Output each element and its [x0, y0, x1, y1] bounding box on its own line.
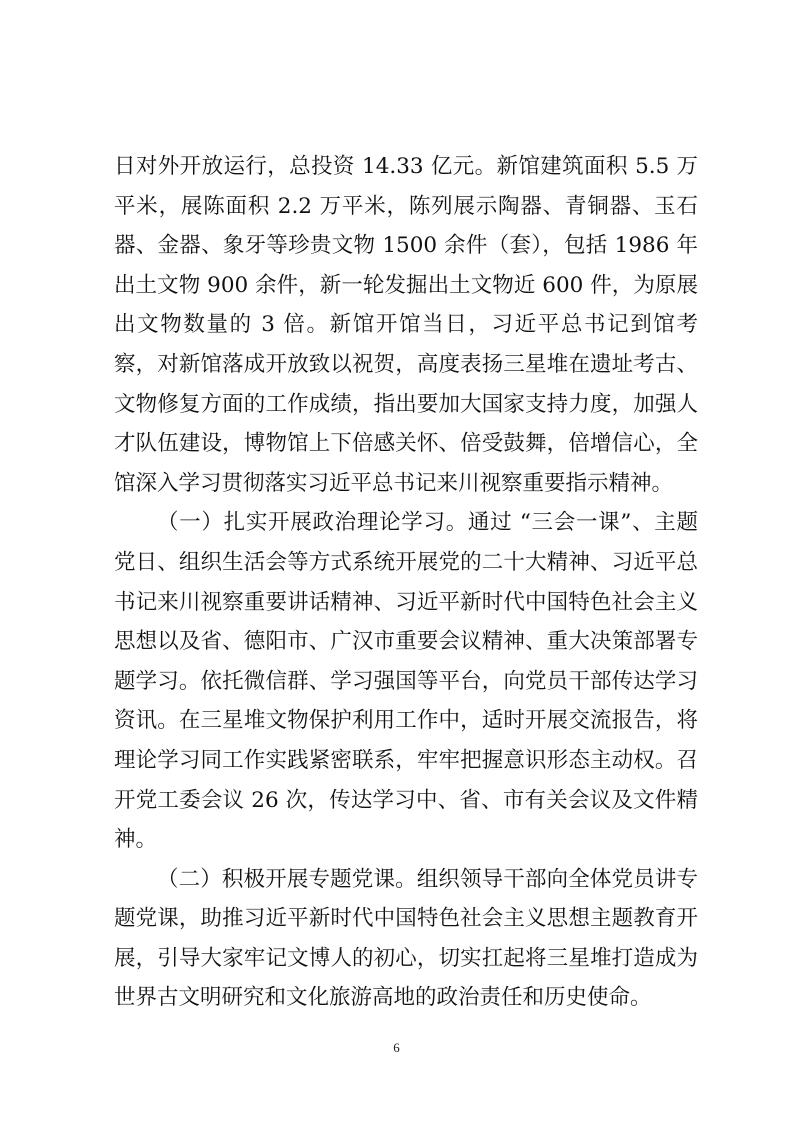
body-text: [114, 147, 698, 1018]
page-number: 6: [393, 1040, 400, 1055]
paragraph-section-one: （一）扎实开展政治理论学习。通过 “三会一课”、主题党日、组织生活会等方式系统开展党的二十大精神、习近平总书记来川视察重要讲话精神、习近平新时代中国特色社会主义思想以及省、德阳市、广汉市重要会议精神、重大决策部署专题学习。依托微信群、学习强国等平台，向党员干部传达学习资讯。在三星堆文物保护利用工作中，适时开展交流报告，将理论学习同工作实践紧密联系，牢牢把握意识形态主动权。召开党工委会议 26 次，传达学习中、省、市有关会议及文件精神。: [114, 510, 698, 853]
paragraph-section-two: （二）积极开展专题党课。组织领导干部向全体党员讲专题党课，助推习近平新时代中国特色社会主义思想主题教育开展，引导大家牢记文博人的初心，切实扛起将三星堆打造成为世界古文明研究和文化旅游高地的政治责任和历史使命。: [114, 866, 698, 1011]
paragraph-continuation: 日对外开放运行，总投资 14.33 亿元。新馆建筑面积 5.5 万平米，展陈面积 2.2 万平米，陈列展示陶器、青铜器、玉石器、金器、象牙等珍贵文物 1500 余件（套），包括 1986 年出土文物 900 余件，新一轮发掘出土文物近 600 件，为原展出文物数量的 3 倍。新馆开馆当日，习近平总书记到馆考察，对新馆落成开放致以祝贺，高度表扬三星堆在遗址考古、文物修复方面的工作成绩，指出要加大国家支持力度，加强人才队伍建设，博物馆上下倍感关怀、倍受鼓舞，倍增信心，全馆深入学习贯彻落实习近平总书记来川视察重要指示精神。: [114, 154, 698, 496]
